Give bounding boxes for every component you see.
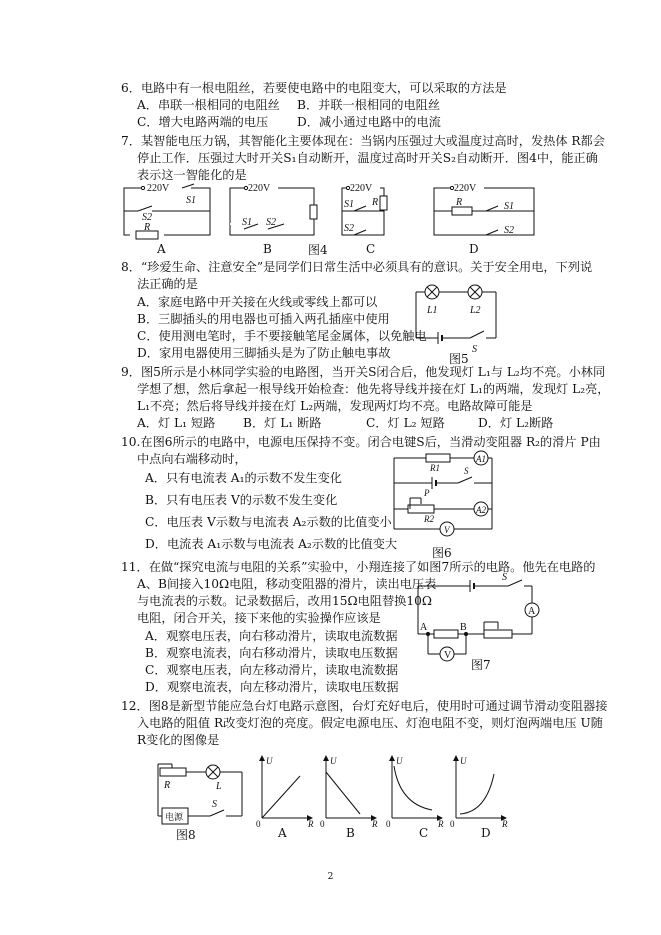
q9-option-c: C．灯 L₂ 短路 <box>366 416 445 430</box>
q6-option-b: B．并联一根相同的电阻丝 <box>297 98 441 112</box>
fig6-p: P <box>424 488 430 498</box>
graph-option-a: A <box>278 826 287 840</box>
q9-line3: L₁不亮；然后将导线并接在灯 L₂两端，发现两灯均不亮。电路故障可能是 <box>137 399 533 413</box>
fig6-r1: R1 <box>430 463 440 473</box>
fig4c-r: R <box>372 197 379 208</box>
graph-option-c: C <box>419 826 429 840</box>
graph-c-r: R <box>438 819 444 828</box>
fig8-label: 图8 <box>176 828 196 842</box>
fig4c-s2: S2 <box>344 223 354 234</box>
fig4d-s2: S2 <box>504 225 514 236</box>
fig8-r: R <box>164 780 171 791</box>
u-r-graph-options <box>254 752 526 828</box>
figure-5-circuit <box>408 282 508 354</box>
fig4-option-a: A <box>157 242 166 256</box>
fig4a-220v: 220V <box>147 183 170 194</box>
fig8-l: L <box>216 781 222 792</box>
fig6-label: 图6 <box>432 546 452 560</box>
q11-line1: 11．在做“探究电流与电阻的关系”实验中，小翔连接了如图7所示的电路。他先在电路的 <box>121 560 596 574</box>
fig7-ammeter: A <box>528 606 536 617</box>
graph-d-r: R <box>502 819 508 828</box>
fig6-r2: R2 <box>424 514 434 524</box>
fig4-option-d: D <box>469 242 479 256</box>
q8-option-a: A．家庭电路中开关接在火线或零线上都可以 <box>137 295 378 309</box>
fig4c-220v: 220V <box>350 183 373 194</box>
fig4b-s1: S1 <box>242 217 252 228</box>
q11-option-d: D．观察电流表，向左移动滑片，读取电压数据 <box>145 680 399 694</box>
graph-d-origin: 0 <box>450 819 455 828</box>
graph-b-curve <box>326 772 360 814</box>
q12-line2: 入电路的阻值 R改变灯泡的亮度。假定电源电压、灯泡电阻不变，则灯泡两端电压 U随 <box>137 716 603 730</box>
fig7-label: 图7 <box>471 658 491 672</box>
graph-a-r: R <box>308 819 314 828</box>
q10-option-b: B．只有电压表 V的示数不发生变化 <box>145 493 338 507</box>
q8-option-b: B．三脚插头的用电器也可插入两孔插座中使用 <box>137 312 390 326</box>
q8-line1: 8．“珍爱生命、注意安全”是同学们日常生活中必须具有的意识。关于安全用电，下列说 <box>121 260 593 274</box>
q8-option-d: D．家用电器使用三脚插头是为了防止触电事故 <box>137 346 391 360</box>
q8-option-c: C．使用测电笔时，手不要接触笔尾金属体，以免触电 <box>137 329 427 343</box>
fig4-label: 图4 <box>308 243 328 257</box>
q9-line1: 9．图5所示是小林同学实验的电路图，当开关S闭合后，他发现灯 L₁与 L₂均不亮。小林同 <box>121 365 606 379</box>
fig4d-220v: 220V <box>454 183 477 194</box>
graph-b-r: R <box>372 819 378 828</box>
fig5-label: 图5 <box>449 352 469 366</box>
q7-line1: 7．某智能电压力锅，其智能化主要体现在：当锅内压强过大或温度过高时，发热体 R都会 <box>121 134 605 148</box>
fig6-a2: A2 <box>476 505 486 515</box>
fig5-l2: L2 <box>470 305 481 316</box>
q11-option-c: C．观察电压表，向左移动滑片，读取电流数据 <box>145 663 399 677</box>
q6-option-c: C．增大电路两端的电压 <box>137 115 269 129</box>
q9-option-d: D．灯 L₂断路 <box>478 416 554 430</box>
q10-option-c: C．电压表 V示数与电流表 A₂示数的比值变小 <box>145 515 392 529</box>
fig8-power-source: 电源 <box>165 812 184 822</box>
q9-line2: 学想了想，然后拿起一根导线开始检查：他先将导线并接在灯 L₁的两端，发现灯 L₂亮， <box>137 382 610 396</box>
graph-d-curve <box>460 774 494 814</box>
fig4d-s1: S1 <box>504 201 514 212</box>
q10-line1: 10.在图6所示的电路中，电源电压保持不变。闭合电键S后，当滑动变阻器 R₂的滑片 P由 <box>121 435 601 449</box>
fig4-option-c: C <box>366 242 376 256</box>
graph-c-origin: 0 <box>386 819 391 828</box>
graph-b-u: U <box>330 756 337 766</box>
graph-option-d: D <box>481 826 491 840</box>
q10-option-d: D．电流表 A₁示数与电流表 A₂示数的比值变大 <box>145 537 398 551</box>
graph-c-curve <box>394 766 432 810</box>
fig4c-s1: S1 <box>344 199 354 210</box>
fig4a-s1: S1 <box>186 195 196 206</box>
fig7-point-a: A <box>420 622 428 633</box>
fig7-voltmeter: V <box>444 650 452 661</box>
fig7-s: S <box>502 572 507 583</box>
graph-a-curve <box>262 776 300 818</box>
fig6-a1: A1 <box>476 454 486 464</box>
graph-a-u: U <box>266 756 273 766</box>
q10-line2: 中点向右端移动时， <box>137 452 247 466</box>
graph-c-u: U <box>396 756 403 766</box>
graph-option-b: B <box>346 826 355 840</box>
q11-option-a: A．观察电压表，向右移动滑片，读取电流数据 <box>145 629 398 643</box>
q11-line3: 与电流表的示数。记录数据后，改用15Ω电阻替换10Ω <box>137 594 432 608</box>
graph-d-u: U <box>460 756 467 766</box>
figure-7-circuit <box>410 572 550 672</box>
fig6-v: V <box>444 525 450 535</box>
graph-a-origin: 0 <box>256 819 261 828</box>
fig6-s: S <box>464 466 469 476</box>
q9-option-a: A．灯 L₁ 短路 <box>137 416 216 430</box>
q6-stem: 6．电路中有一根电阻丝，若要使电路中的电阻变大，可以采取的方法是 <box>121 81 507 95</box>
q10-option-a: A．只有电流表 A₁的示数不发生变化 <box>145 471 342 485</box>
q8-line2: 法正确的是 <box>137 277 198 291</box>
fig4b-220v: 220V <box>248 183 271 194</box>
fig7-point-b: B <box>460 622 467 633</box>
fig5-s: S <box>472 344 477 354</box>
q11-line2: A、B间接入10Ω电阻，移动变阻器的滑片，读出电压表 <box>137 577 437 591</box>
q12-line3: R变化的图像是 <box>137 733 220 747</box>
q7-line3: 表示这一智能化的是 <box>137 168 247 182</box>
fig4b-s2: S2 <box>266 217 276 228</box>
q7-line2: 停止工作．压强过大时开关S₁自动断开，温度过高时开关S₂自动断开．图4中，能正确 <box>137 151 598 165</box>
q11-option-b: B．观察电流表，向右移动滑片，读取电压数据 <box>145 646 398 660</box>
fig4d-r: R <box>456 197 463 208</box>
fig8-s: S <box>212 799 217 810</box>
q6-option-a: A．串联一根相同的电阻丝 <box>137 98 280 112</box>
fig4a-s2: S2 <box>142 212 152 223</box>
q11-line4: 电阻，闭合开关，接下来他的实验操作应该是 <box>137 611 381 625</box>
q6-option-d: D．减小通过电路中的电流 <box>297 115 441 129</box>
page-number: 2 <box>327 872 334 882</box>
q12-line1: 12．图8是新型节能应急台灯电路示意图，台灯充好电后，使用时可通过调节滑动变阻器接 <box>121 699 608 713</box>
graph-b-origin: 0 <box>320 819 325 828</box>
q9-option-b: B．灯 L₁ 断路 <box>243 416 322 430</box>
fig5-l1: L1 <box>427 305 438 316</box>
fig4-option-b: B <box>263 242 272 256</box>
fig4a-r: R <box>144 222 151 233</box>
figure-6-circuit <box>388 450 498 548</box>
figure-8-circuit <box>150 752 252 830</box>
